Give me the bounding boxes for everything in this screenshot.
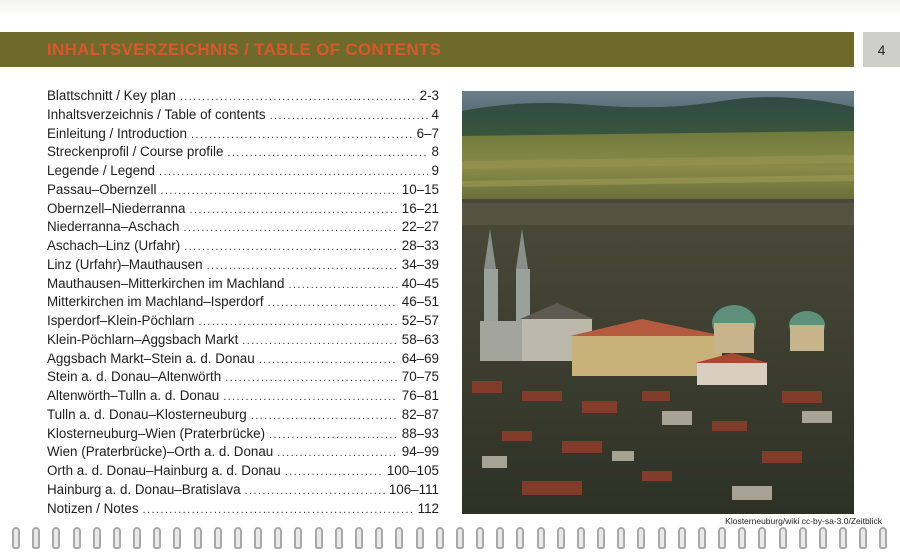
toc-leader-dots [160,185,397,197]
binding-ring [738,527,746,549]
binding-ring [879,527,887,549]
toc-leader-dots [191,129,413,141]
binding-ring [698,527,706,549]
toc-entry-title: Passau–Obernzell [47,181,157,197]
photo-caption: Klosterneuburg/wiki cc-by-sa-3.0/Zeitblick [725,516,882,526]
toc-entry [47,219,439,238]
toc-entry-pages: 34–39 [401,256,439,272]
toc-entry [47,276,439,295]
toc-entry-pages: 88–93 [401,425,439,441]
toc-entry-pages: 112 [417,500,439,516]
toc-leader-dots [223,391,398,403]
toc-leader-dots [198,316,397,328]
binding-ring [416,527,424,549]
binding-ring [658,527,666,549]
binding-ring [839,527,847,549]
binding-ring [153,527,161,549]
binding-ring [476,527,484,549]
binding-ring [335,527,343,549]
binding-ring [637,527,645,549]
toc-entry-pages: 82–87 [401,406,439,422]
binding-ring [214,527,222,549]
toc-leader-dots [268,297,398,309]
toc-entry-title: Linz (Urfahr)–Mauthausen [47,256,203,272]
toc-entry-title: Streckenprofil / Course profile [47,144,224,160]
toc-entry-pages: 9 [431,163,439,178]
toc-entry-pages: 64–69 [401,350,439,366]
toc-leader-dots [159,166,428,178]
toc-entry [47,463,439,482]
binding-ring [577,527,585,549]
binding-ring [234,527,242,549]
toc-leader-dots [184,241,398,253]
toc-entry-title: Hainburg a. d. Donau–Bratislava [47,481,241,497]
toc-entry-title: Inhaltsverzeichnis / Table of contents [47,106,266,122]
binding-ring [12,527,20,549]
binding-ring [718,527,726,549]
toc-leader-dots [245,485,385,497]
toc-entry [47,107,439,126]
toc-entry [47,332,439,351]
toc-leader-dots [277,447,398,459]
binding-ring [456,527,464,549]
toc-entry [47,294,439,313]
klosterneuburg-photo [462,91,854,514]
toc-entry [47,426,439,445]
toc-entry-pages: 4 [431,106,439,122]
toc-leader-dots [184,222,398,234]
binding-ring [799,527,807,549]
page-number-box [863,32,900,67]
toc-entry-title: Klein-Pöchlarn–Aggsbach Markt [47,331,239,347]
toc-leader-dots [288,279,397,291]
toc-entry [47,238,439,257]
toc-entry-pages: 8 [431,144,439,160]
binding-ring [32,527,40,549]
page-title: INHALTSVERZEICHNIS / TABLE OF CONTENTS [47,40,442,59]
binding-ring [173,527,181,549]
spiral-binding [0,527,900,555]
toc-entry-title: Aggsbach Markt–Stein a. d. Donau [47,350,255,366]
binding-ring [678,527,686,549]
toc-entry [47,144,439,163]
toc-entry-pages: 40–45 [401,275,439,291]
binding-ring [617,527,625,549]
toc-entry-title: Altenwörth–Tulln a. d. Donau [47,388,220,403]
binding-ring [758,527,766,549]
toc-entry-pages: 10–15 [401,181,439,197]
toc-entry-pages: 46–51 [401,294,439,310]
toc-entry-title: Niederranna–Aschach [47,219,180,235]
binding-ring [113,527,121,549]
toc-entry [47,88,439,107]
binding-ring [294,527,302,549]
toc-entry-pages: 58–63 [401,331,439,347]
toc-entry-title: Legende / Legend [47,163,155,178]
toc-leader-dots [189,204,397,216]
toc-entry-title: Orth a. d. Donau–Hainburg a. d. Donau [47,463,281,478]
toc-entry-pages: 6–7 [416,125,439,141]
toc-entry [47,163,439,182]
binding-ring [52,527,60,549]
toc-entry [47,444,439,463]
toc-entry [47,407,439,426]
toc-entry-title: Notizen / Notes [47,500,139,516]
toc-leader-dots [285,466,383,478]
binding-ring [133,527,141,549]
toc-entry-pages: 22–27 [401,219,439,235]
toc-leader-dots [225,372,398,384]
toc-entry [47,313,439,332]
toc-leader-dots [180,91,416,103]
toc-leader-dots [242,335,397,347]
toc-entry-title: Stein a. d. Donau–Altenwörth [47,369,222,385]
binding-ring [375,527,383,549]
toc-leader-dots [207,260,398,272]
binding-ring [516,527,524,549]
toc-entry-title: Einleitung / Introduction [47,125,187,141]
binding-ring [779,527,787,549]
toc-entry-pages: 28–33 [401,238,439,253]
toc-entry [47,369,439,388]
binding-ring [315,527,323,549]
toc-entry-pages: 100–105 [386,463,439,478]
toc-entry-pages: 16–21 [401,200,439,216]
toc-entry [47,201,439,220]
toc-leader-dots [143,504,414,516]
toc-entry-pages: 94–99 [401,444,439,460]
toc-entry-title: Tulln a. d. Donau–Klosterneuburg [47,406,247,422]
toc-entry [47,388,439,407]
toc-entry-title: Klosterneuburg–Wien (Praterbrücke) [47,425,266,441]
binding-ring [73,527,81,549]
binding-ring [819,527,827,549]
toc-entry [47,257,439,276]
toc-entry-pages: 52–57 [401,313,439,328]
toc-leader-dots [269,429,398,441]
binding-ring [254,527,262,549]
toc-leader-dots [227,147,427,159]
toc-entry [47,501,439,520]
toc-entry-title: Isperdorf–Klein-Pöchlarn [47,313,195,328]
binding-ring [395,527,403,549]
binding-ring [537,527,545,549]
table-of-contents [47,88,439,519]
toc-entry [47,182,439,201]
binding-ring [355,527,363,549]
toc-entry [47,351,439,370]
toc-entry-pages: 2-3 [419,88,439,103]
toc-entry-title: Mauthausen–Mitterkirchen im Machland [47,275,285,291]
toc-entry-title: Obernzell–Niederranna [47,200,186,216]
binding-ring [274,527,282,549]
page-number: 4 [877,41,886,58]
binding-ring [93,527,101,549]
toc-entry-pages: 76–81 [401,388,439,403]
toc-leader-dots [259,354,398,366]
toc-leader-dots [251,410,398,422]
binding-ring [557,527,565,549]
toc-entry-title: Blattschnitt / Key plan [47,88,176,103]
toc-entry-title: Mitterkirchen im Machland–Isperdorf [47,294,264,310]
toc-entry-pages: 70–75 [401,369,439,385]
binding-ring [496,527,504,549]
toc-leader-dots [270,110,428,122]
binding-ring [436,527,444,549]
toc-entry [47,126,439,145]
toc-entry-pages: 106–111 [388,481,439,497]
binding-ring [194,527,202,549]
toc-entry-title: Wien (Praterbrücke)–Orth a. d. Donau [47,444,274,460]
binding-ring [597,527,605,549]
toc-entry [47,482,439,501]
toc-entry-title: Aschach–Linz (Urfahr) [47,238,181,253]
binding-ring [859,527,867,549]
